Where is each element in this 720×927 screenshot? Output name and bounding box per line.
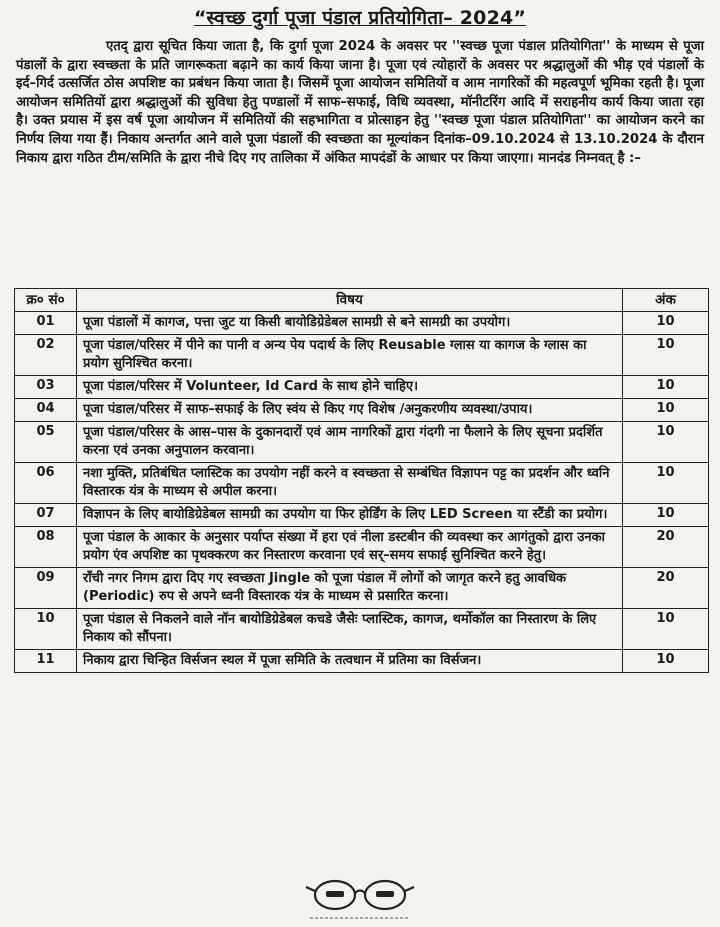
- header-marks: अंक: [623, 289, 709, 312]
- criterion-description: पूजा पंडाल/परिसर में साफ–सफाई के लिए स्वंय से किए गए विशेष /अनुकरणीय व्यवस्था/उपाय।: [77, 399, 623, 422]
- criterion-description: पूजा पंडाल/परिसर में पीने का पानी व अन्य पेय पदार्थ के लिए Reusable ग्लास या कागज के ग्लास का प्रयोग सुनिश्चित करना।: [77, 335, 623, 376]
- table-header-row: [15, 289, 709, 312]
- criterion-marks: 20: [623, 568, 709, 609]
- table-row: [15, 504, 709, 527]
- criterion-marks: 10: [623, 335, 709, 376]
- header-subject: विषय: [77, 289, 623, 312]
- criterion-description: पूजा पंडाल/परिसर में Volunteer, Id Card के साथ होने चाहिए।: [77, 376, 623, 399]
- criterion-marks: 20: [623, 527, 709, 568]
- criterion-number: 06: [15, 463, 77, 504]
- criterion-description: पूजा पंडाल के आकार के अनुसार पर्याप्त संख्या में हरा एवं नीला डस्टबीन की व्यवस्था कर आगंतुको द्वारा उनका प्रयोग एंव अपशिष्ट का पृथक्करण कर निस्तारण करवाना एवं सर्–समय सफाई सुनिश्चित करने हेतु।: [77, 527, 623, 568]
- criterion-marks: 10: [623, 312, 709, 335]
- criterion-number: 09: [15, 568, 77, 609]
- table-row: [15, 568, 709, 609]
- criterion-description: पूजा पंडाल/परिसर के आस–पास के दुकानदारों एवं आम नागरिकों द्वारा गंदगी ना फैलाने के लिए सूचना प्रदर्शित करना एवं उनका अनुपालन करवाना।: [77, 422, 623, 463]
- logo-caption-line: [298, 915, 422, 922]
- criterion-number: 07: [15, 504, 77, 527]
- criterion-number: 01: [15, 312, 77, 335]
- criterion-number: 04: [15, 399, 77, 422]
- criterion-marks: 10: [623, 650, 709, 673]
- criterion-number: 08: [15, 527, 77, 568]
- criterion-description: राँची नगर निगम द्वारा दिए गए स्वच्छता Jingle को पूजा पंडाल में लोगों को जागृत करने हतु आवधिक (Periodic) रुप से अपने ध्वनी विस्तारक यंत्र के माध्यम से प्रसारित करना।: [77, 568, 623, 609]
- table-row: [15, 463, 709, 504]
- criterion-marks: 10: [623, 399, 709, 422]
- table-row: [15, 399, 709, 422]
- criterion-marks: 10: [623, 463, 709, 504]
- criterion-number: 10: [15, 609, 77, 650]
- criterion-description: नशा मुक्ति, प्रतिबंधित प्लास्टिक का उपयोग नहीं करने व स्वच्छता से सम्बंधित विज्ञापन पट्ट का प्रदर्शन और ध्वनि विस्तारक यंत्र के माध्यम से अपील करना।: [77, 463, 623, 504]
- intro-paragraph: एतद् द्वारा सूचित किया जाता है, कि दुर्गा पूजा 2024 के अवसर पर ''स्वच्छ पूजा पंडाल प्रतियोगिता'' के माध्यम से पूजा पंडालों के द्वारा स्वच्छता के प्रति जागरूकता बढ़ाने का कार्य किया जाना है। पूजा एवं त्योहारों के अवसर पर श्रद्धालुओं की भीड़ एवं पंडालों के इर्द–गिर्द उत्सर्जित ठोस अपशिष्ट का प्रबंधन किया जाता है। जिसमें पूजा आयोजन समितियों व आम नागरिकों की महत्वपूर्ण भूमिका रहती है। पूजा आयोजन समितियों द्वारा श्रद्धालुओं की सुविधा हेतु पण्डालों में साफ–सफाई, विधि व्यवस्था, मॉनीटरिंग आदि में सराहनीय कार्य किया जाता रहा है। उक्त प्रयास में इस वर्ष पूजा आयोजन में समितियों की सहभागिता व प्रोत्साहन हेतु ''स्वच्छ पूजा पंडाल प्रतियोगिता'' का आयोजन करने का निर्णय लिया गया हैं। निकाय अन्तर्गत आने वाले पूजा पंडालों की स्वच्छता का मूल्यांकन दिनांक–09.10.2024 से 13.10.2024 के दौरान निकाय द्वारा गठित टीम/समिति के द्वारा नीचे दिए गए तालिका में अंकित मापदंडों के आधार पर किया जाएगा। मानदंड निम्नवत् है :–: [16, 39, 704, 166]
- criterion-marks: 10: [623, 609, 709, 650]
- criterion-number: 03: [15, 376, 77, 399]
- criterion-description: पूजा पंडालों में कागज, पत्ता जुट या किसी बायोडिग्रेडेबल सामग्री से बने सामग्री का उपयोग।: [77, 312, 623, 335]
- table-row: [15, 376, 709, 399]
- table-row: [15, 650, 709, 673]
- criterion-number: 05: [15, 422, 77, 463]
- criterion-description: पूजा पंडाल से निकलने वाले नॉन बायोडिग्रेडेबल कचडे जैसेः प्लास्टिक, कागज, थर्मोकॉल का निस्तारण के लिए निकाय को सौंपना।: [77, 609, 623, 650]
- criterion-marks: 10: [623, 504, 709, 527]
- table-row: [15, 422, 709, 463]
- criterion-description: विज्ञापन के लिए बायोडिग्रेडेबल सामग्री का उपयोग या फिर होर्डिंग के लिए LED Screen या स्टैंडी का प्रयोग।: [77, 504, 623, 527]
- table-row: [15, 312, 709, 335]
- swachh-bharat-logo-icon: [300, 873, 420, 921]
- table-row: [15, 609, 709, 650]
- table-row: [15, 527, 709, 568]
- criterion-marks: 10: [623, 376, 709, 399]
- criterion-number: 11: [15, 650, 77, 673]
- criteria-body: [15, 312, 709, 673]
- criterion-marks: 10: [623, 422, 709, 463]
- table-row: [15, 335, 709, 376]
- document-title: “स्वच्छ दुर्गा पूजा पंडाल प्रतियोगिता– 2024”: [193, 7, 527, 29]
- criterion-number: 02: [15, 335, 77, 376]
- criterion-description: निकाय द्वारा चिन्हित विर्सजन स्थल में पूजा समिति के तत्वधान में प्रतिमा का विर्सजन।: [77, 650, 623, 673]
- header-serial-no: क्र० सं०: [15, 289, 77, 312]
- criteria-table: [14, 288, 709, 673]
